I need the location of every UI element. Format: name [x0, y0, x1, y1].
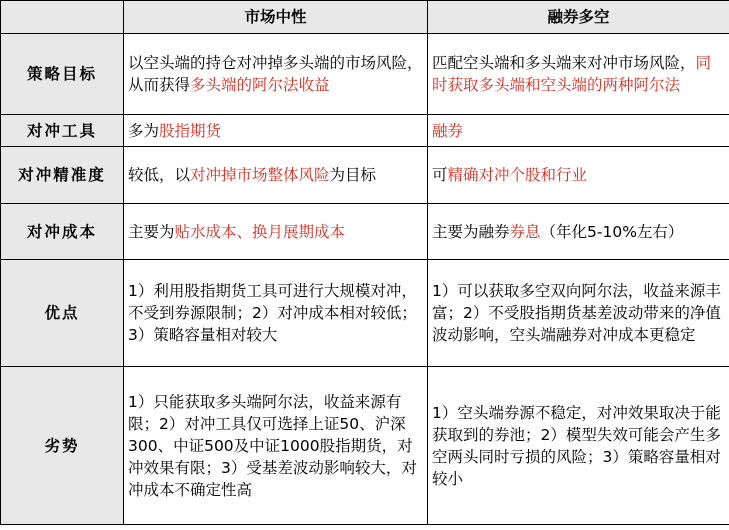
cell-text: 1）可以获取多空双向阿尔法，收益来源丰富；2）不受股指期货基差波动带来的净值波动影响，空头端融券对冲成本更稳定 [432, 282, 721, 344]
highlight-text: 贴水成本、换月展期成本 [174, 222, 346, 241]
row-hedge-tool [1, 115, 729, 147]
highlight-text: 券息 [509, 222, 541, 241]
cell-text: （年化5-10%左右） [540, 222, 684, 241]
cell-short-long [428, 204, 729, 260]
cell-text: 主要为融券 [432, 222, 510, 241]
row-disadvantages [1, 367, 729, 525]
row-label: 策略目标 [1, 34, 124, 115]
row-strategy-goal [1, 34, 729, 115]
cell-text: 可 [432, 166, 448, 184]
row-label: 对冲工具 [1, 115, 124, 147]
cell-short-long [428, 260, 729, 367]
cell-short-long [428, 34, 729, 115]
header-market-neutral: 市场中性 [124, 1, 428, 34]
cell-text: 1）空头端券源不稳定，对冲效果取决于能获取到的券池；2）模型失效可能会产生多空两头同时亏损的风险；3）策略容量相对较小 [432, 403, 721, 488]
header-short-long: 融券多空 [428, 1, 729, 34]
cell-text: 匹配空头端和多头端来对冲市场风险， [432, 54, 696, 72]
row-hedge-cost [1, 204, 729, 260]
header-row [1, 1, 729, 34]
highlight-text: 融券 [432, 121, 464, 140]
cell-market-neutral [124, 367, 428, 525]
cell-text: 为目标 [329, 166, 377, 184]
cell-market-neutral [124, 115, 428, 147]
highlight-text: 对冲掉市场整体风险 [190, 166, 330, 184]
row-advantages [1, 260, 729, 367]
row-label: 对冲成本 [1, 204, 124, 260]
highlight-text: 多头端的阿尔法收益 [190, 76, 330, 94]
row-label: 对冲精准度 [1, 147, 124, 204]
row-label: 优点 [1, 260, 124, 367]
cell-text: 以空头端的持仓对冲掉多头端的市场风险，从而获得 [128, 54, 423, 94]
highlight-text: 股指期货 [159, 121, 222, 140]
highlight-text: 精确对冲个股和行业 [447, 166, 588, 184]
row-label: 劣势 [1, 367, 124, 525]
cell-market-neutral [124, 204, 428, 260]
row-hedge-precision [1, 147, 729, 204]
cell-text: 1）利用股指期货工具可进行大规模对冲，不受到券源限制；2）对冲成本相对较低；3）策略容量相对较大 [128, 282, 417, 344]
cell-text: 较低，以 [128, 166, 191, 184]
header-corner [1, 1, 124, 34]
cell-market-neutral [124, 34, 428, 115]
cell-text: 主要为 [128, 222, 175, 241]
cell-text: 1）只能获取多头端阿尔法，收益来源有限；2）对冲工具仅可选择上证50、沪深300、中证500及中证1000股指期货，对冲效果有限；3）受基差波动影响较大，对冲成本不确定性高 [128, 392, 417, 499]
cell-market-neutral [124, 260, 428, 367]
cell-short-long [428, 147, 729, 204]
highlight-text: 同时获取多头端和空头端的两种阿尔法 [432, 54, 712, 94]
cell-market-neutral [124, 147, 428, 204]
cell-short-long [428, 367, 729, 525]
cell-short-long [428, 115, 729, 147]
cell-text: 多为 [128, 121, 160, 140]
